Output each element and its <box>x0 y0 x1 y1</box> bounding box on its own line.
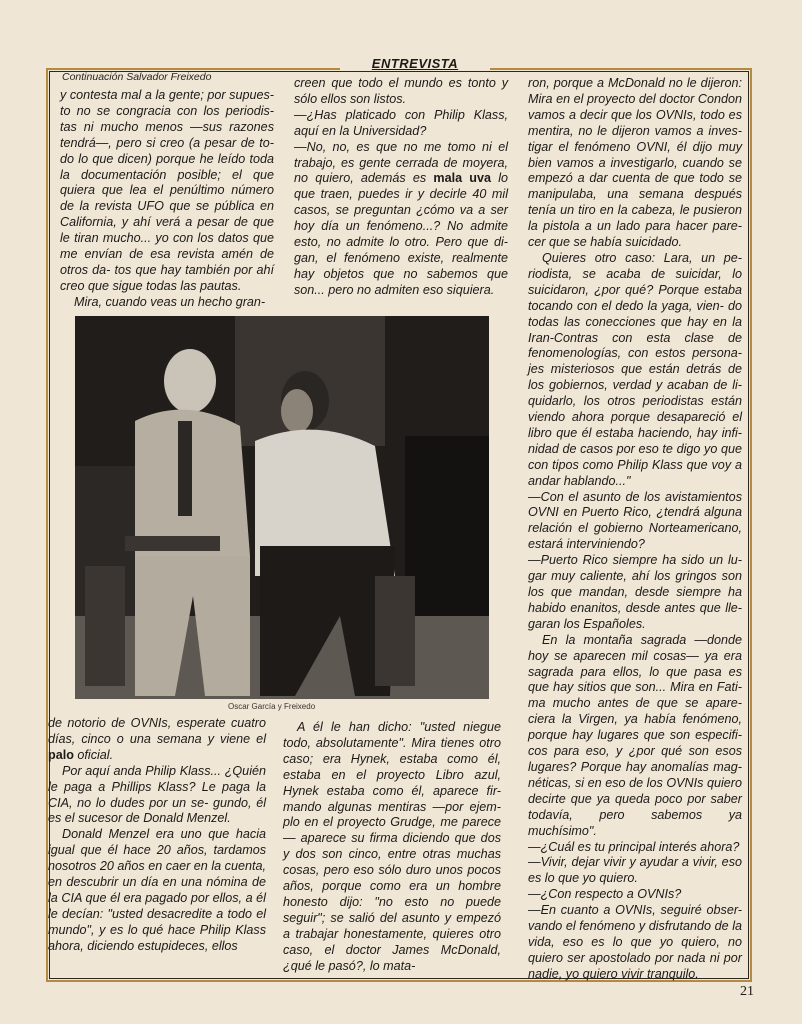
column-left-top <box>60 88 274 311</box>
paragraph: Mira, cuando veas un hecho gran- <box>74 294 266 309</box>
paragraph: —Con el asunto de los avistamientos OVNI en Puerto Rico, ¿tendrá alguna relación el gobierno Norteamericano, estará interviniendo? <box>528 489 742 552</box>
paragraph: Quieres otro caso: Lara, un pe- riodista, se acaba de suicidar, lo suicidaron, ¿por qué? Porque estaba tocando con el dedo la yaga, vien- do todas las conecciones que hay en la Iran-Contras con esta clase de fenomenologías, con estos persona- jes misteriosos que están detrás de los gobiernos, verdad y acaban de li- quidarlo, los otros periodistas están viendo ahora porque desapareció el libro que él estaba haciendo, hay infi- nidad de casos por eso te digo yo que con tipos como Philip Klass que voy a andar hablando..." <box>528 250 742 488</box>
paragraph: creen que todo el mundo es tonto y sólo ellos son listos. <box>294 76 508 106</box>
continuation-label: Continuación Salvador Freixedo <box>62 71 212 83</box>
paragraph: En la montaña sagrada —donde hoy se aparecen mil cosas— ya era sagrada para ellos, lo que pasa es que hay sitios que son... Mira en Fati- ma mucho antes de que se apare- ciera la Virgen, ya había fenómeno, porque hay lugares que son especifi- cos para eso, y ¿por qué son esos lugares? Porque hay anomalías mag- néticas, si en eso de los OVNIs quiero decirte que ya queda poco por saber todavía, pero sabemos ya muchísimo". <box>528 632 742 838</box>
emphasis: mala uva <box>433 171 492 186</box>
paragraph: de notorio de OVNIs, esperate cuatro días, cinco o una semana y viene el palo oficial. <box>48 716 266 762</box>
interview-photo <box>75 316 489 699</box>
paragraph: A él le han dicho: "usted niegue todo, absolutamente". Mira tienes otro caso; era Hynek, estaba como él, estaba en el proyecto Libro azul, Hynek estaba como él, aparece fir- mando algunas mentiras —por ejem- plo en el proyecto Grudge, me parece— aparece su firma diciendo que dos y dos son cinco, entre otras muchas cosas, pero eso sólo duro unos pocos años, porque como era un hombre honesto dijo: "no esto no puede seguir"; se salió del asunto y empezó a trabajar honestamente, quieres otro caso, el doctor James McDonald, ¿qué le pasó?, lo mata- <box>283 720 501 973</box>
paragraph: —Puerto Rico siempre ha sido un lu- gar muy caliente, ahí los gringos son los que mandan, desde siempre ha habido enanitos, desde antes que lle- garan los Españoles. <box>528 553 742 631</box>
column-right <box>528 76 742 983</box>
column-middle-bottom <box>283 720 501 975</box>
column-left-bottom <box>48 716 266 955</box>
paragraph: —¿Con respecto a OVNIs? <box>528 887 682 902</box>
paragraph: —Vivir, dejar vivir y ayudar a vivir, eso es lo que yo quiero. <box>528 855 742 886</box>
paragraph: Donald Menzel era uno que hacia igual que él hace 20 años, tardamos nosotros 20 años en caer en la cuenta, en descubrir un día en una nómina de la CIA que él era pagado por ellos, a él le decían: "usted desacredite a todo el mundo", y es lo qué hace Philip Klass ahora, diciendo estupideces, ellos <box>48 827 266 953</box>
page-number: 21 <box>740 984 754 999</box>
paragraph: Por aquí anda Philip Klass... ¿Quién le paga a Phillips Klass? Le paga la CIA, no lo dudes por un se- gundo, él es el sucesor de Donald Menzel. <box>48 763 266 826</box>
photo-caption: Oscar García y Freixedo <box>228 702 316 711</box>
paragraph: —¿Has platicado con Philip Klass, aquí en la Universidad? <box>294 107 508 138</box>
column-middle-top <box>294 76 508 299</box>
photo-illustration <box>75 316 489 699</box>
emphasis: palo <box>48 747 74 762</box>
paragraph: —No, no, es que no me tomo ni el trabajo, es gente cerrada de moyera, no quiero, además es mala uva lo que traen, puedes ir y decirle 40 mil casos, se preguntan ¿cómo va a ser hoy día un fenómeno...? No admite esto, no admite lo otro. Pero que di- gan, el fenómeno existe, realmente hay objetos que no sabemos que son... pero no admiten eso siquiera. <box>294 139 509 297</box>
paragraph: —¿Cuál es tu principal interés ahora? <box>528 839 740 854</box>
paragraph: y contesta mal a la gente; por supues- to no se congracia con los periodis- tas ni mucho menos —sus razones tendrá—, pero si creo (a pesar de to- do lo que dicen) porque he leído toda la documentación posible; el que quiera que lea el penúltimo número de la revista UFO que se pública en California, y ahí verá a pesar de que le tiran mucho... yo con los datos que me envían de esa revista amén de otros da- tos que hay también por ahí creo que sigue todas las pautas. <box>60 88 274 293</box>
paragraph: —En cuanto a OVNIs, seguiré obser- vando el fenómeno y disfrutando de la vida, eso es lo que yo quiero, no quiero ser apostolado por nada ni por nadie, yo quiero vivir tranquilo. <box>528 903 742 981</box>
paragraph: ron, porque a McDonald no le dijeron: Mira en el proyecto del doctor Condon vamos a decir que los OVNIs, todo es mentira, no le dijeron vamos a inves- tigar el fenómeno OVNI, él dijo muy bien vamos a investigarlo, cuando se empezó a dar cuenta de que todo se manipulaba, una semana después tenía un tiro en la cabeza, le pusieron la pistola a un lado para hacer pare- cer que se había suicidado. <box>528 76 742 250</box>
section-title: ENTREVISTA <box>340 56 490 71</box>
